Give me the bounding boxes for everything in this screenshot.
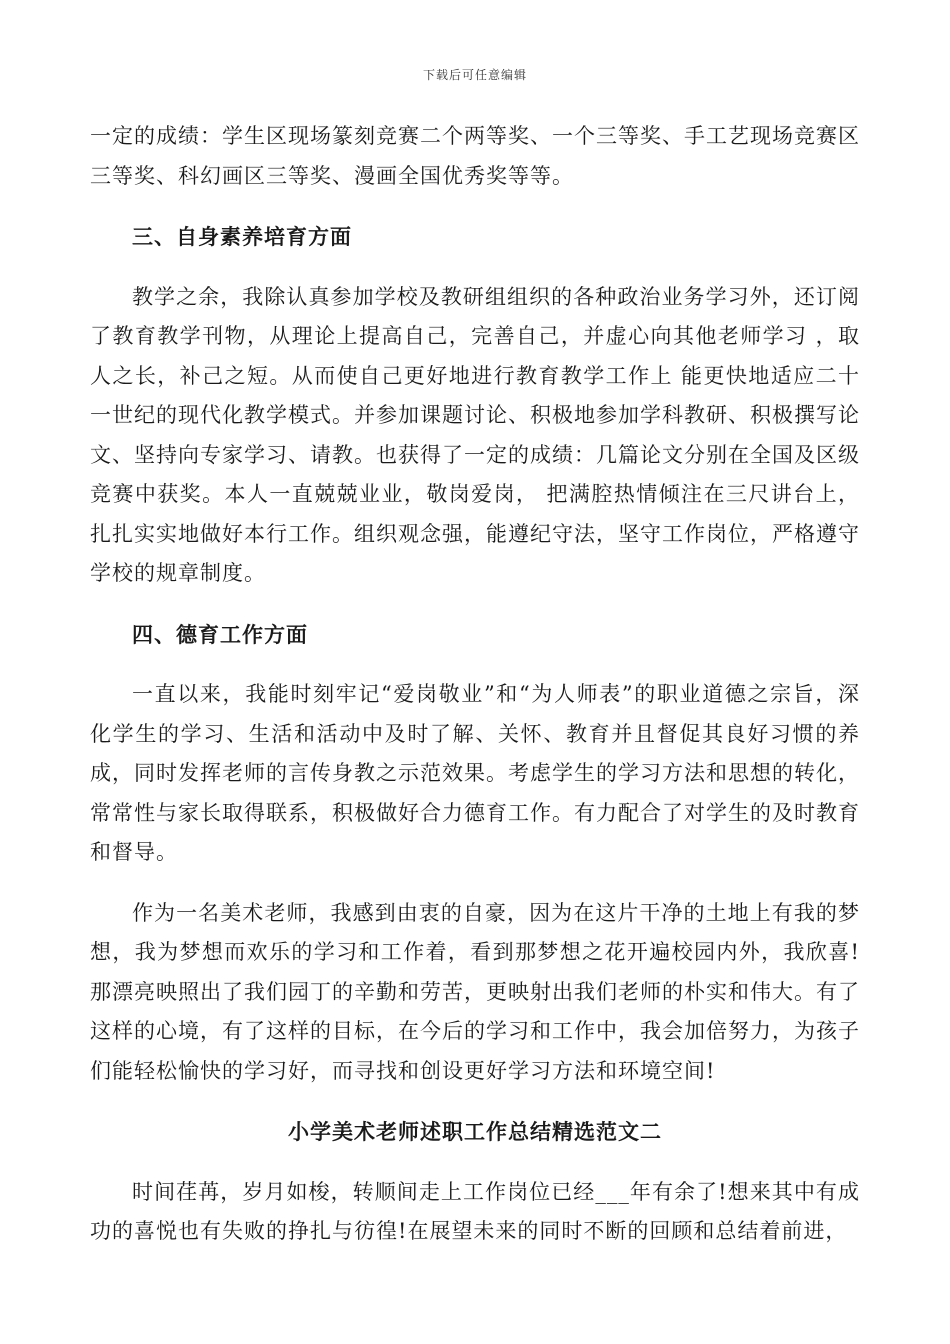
paragraph-self-cultivation: 教学之余，我除认真参加学校及教研组组织的各种政治业务学习外，还订阅了教育教学刊物，从理论上提高自己，完善自己，并虚心向其他老师学习 ，取人之长，补己之短。从而使自己更好地进行教育教学工作上 能更快地适应二十一世纪的现代化教学模式。并参加课题讨论、积极地参加学科教研、积极撰写论文、坚持向专家学习、请教。也获得了一定的成绩：几篇论文分别在全国及区级竞赛中获奖。本人一直兢兢业业，敬岗爱岗， 把满腔热情倾注在三尺讲台上， 扎扎实实地做好本行工作。组织观念强，能遵纪守法，坚守工作岗位，严格遵守学校的规章制度。	[90, 284, 860, 585]
paragraph-moral-education: 一直以来，我能时刻牢记“爱岗敬业”和“为人师表”的职业道德之宗旨，深化学生的学习、生活和活动中及时了解、关怀、教育并且督促其良好习惯的养成，同时发挥老师的言传身教之示范效果。考虑学生的学习方法和思想的转化，常常性与家长取得联系，积极做好合力德育工作。有力配合了对学生的及时教育和督导。	[90, 682, 860, 864]
paragraph-achievements-continued: 一定的成绩：学生区现场篆刻竞赛二个两等奖、一个三等奖、手工艺现场竞赛区三等奖、科幻画区三等奖、漫画全国优秀奖等等。	[90, 124, 860, 188]
section-heading-self-cultivation: 三、自身素养培育方面	[132, 224, 352, 249]
section-heading-moral-education: 四、德育工作方面	[132, 621, 308, 647]
paragraph-pride: 作为一名美术老师，我感到由衷的自豪，因为在这片干净的土地上有我的梦想，我为梦想而欢乐的学习和工作着，看到那梦想之花开遍校园内外，我欣喜!那漂亮映照出了我们园丁的辛勤和劳苦，更映射出我们老师的朴实和伟大。有了这样的心境，有了这样的目标，在今后的学习和工作中，我会加倍努力，为孩子们能轻松愉快的学习好，而寻找和创设更好学习方法和环境空间!	[90, 900, 860, 1083]
document-title-two: 小学美术老师述职工作总结精选范文二	[288, 1119, 662, 1144]
paragraph-time-passes: 时间荏苒，岁月如梭，转顺间走上工作岗位已经___年有余了!想来其中有成功的喜悦也有失败的挣扎与彷徨!在展望未来的同时不断的回顾和总结着前进，	[90, 1179, 860, 1243]
header-note: 下载后可任意编辑	[422, 68, 527, 82]
document-body	[90, 117, 860, 1273]
